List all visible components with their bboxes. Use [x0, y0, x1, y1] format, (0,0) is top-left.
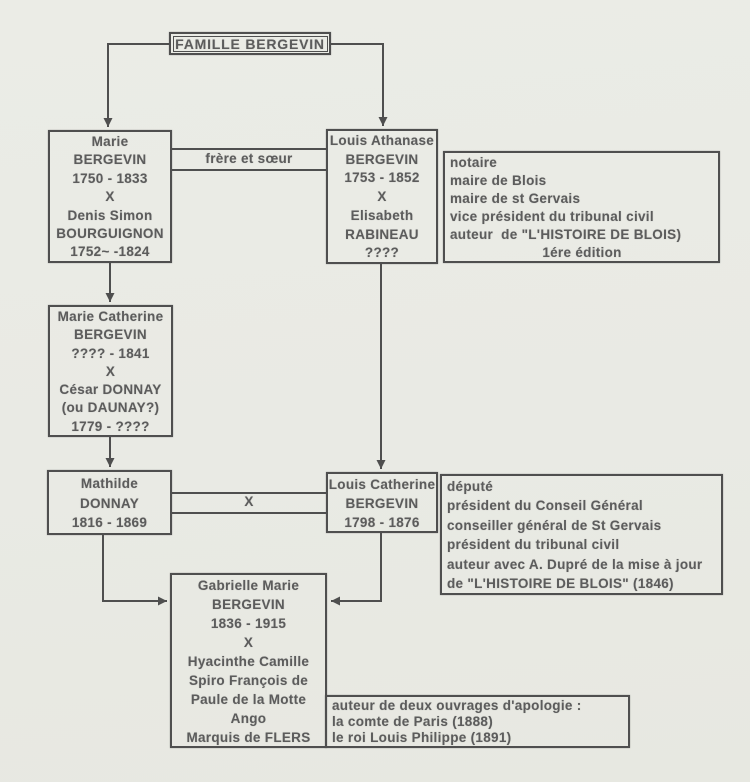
- note-louis-athanase: [443, 151, 720, 263]
- root-box-famille-bergevin: [169, 32, 331, 55]
- note-marquis-de-flers: auteur de deux ouvrages d'apologie : la comte de Paris (1888) le roi Louis Philippe (1891): [325, 695, 630, 748]
- note-louis-athanase-lines: notaire maire de Blois maire de st Gervais vice président du tribunal civil auteur de "L'HISTOIRE DE BLOIS): [450, 155, 682, 242]
- node-louis-catherine-bergevin: Louis Catherine BERGEVIN 1798 - 1876: [326, 472, 438, 533]
- siblings-label: frère et sœur: [205, 151, 293, 166]
- arrow-famille-to-marie: [108, 44, 171, 127]
- arrow-mathilde-to-gabrielle: [103, 535, 167, 601]
- note-louis-athanase-edition-line: 1ére édition: [542, 245, 622, 260]
- note-louis-catherine: député président du Conseil Général conseiller général de St Gervais président du tribunal civil auteur avec A. Dupré de la mise à jour de "L'HISTOIRE DE BLOIS" (1846): [440, 474, 723, 595]
- node-marie-catherine-bergevin: Marie Catherine BERGEVIN ???? - 1841 X César DONNAY (ou DAUNAY?) 1779 - ????: [48, 305, 173, 437]
- arrow-louis-catherine-to-gabrielle: [331, 533, 381, 601]
- marriage-x-label: X: [244, 494, 254, 509]
- node-louis-athanase-bergevin: Louis Athanase BERGEVIN 1753 - 1852 X Elisabeth RABINEAU ????: [326, 129, 438, 264]
- root-box-inner-border: [173, 36, 328, 52]
- root-label: FAMILLE BERGEVIN: [175, 35, 325, 52]
- node-gabrielle-marie-bergevin: Gabrielle Marie BERGEVIN 1836 - 1915 X Hyacinthe Camille Spiro François de Paule de la Motte Ango Marquis de FLERS: [170, 573, 327, 748]
- node-marie-bergevin: Marie BERGEVIN 1750 - 1833 X Denis Simon BOURGUIGNON 1752~ -1824: [48, 130, 172, 263]
- arrow-famille-to-louis-athanase: [331, 44, 383, 126]
- node-mathilde-donnay: Mathilde DONNAY 1816 - 1869: [47, 470, 172, 535]
